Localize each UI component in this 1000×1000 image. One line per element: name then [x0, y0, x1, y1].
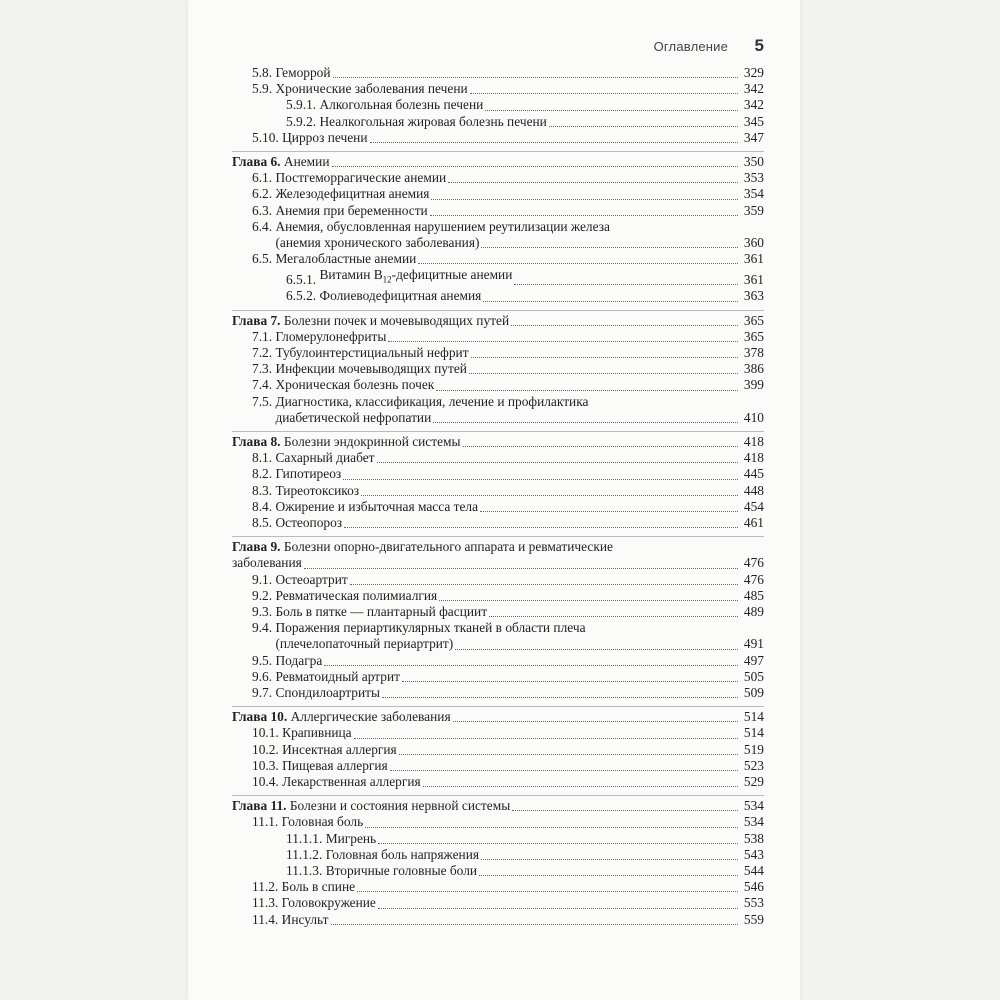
- toc-chapter-number: Глава 11.: [232, 798, 287, 814]
- toc-leader-dots: [333, 76, 738, 78]
- toc-entry: [232, 863, 764, 879]
- toc-leader-dots: [418, 262, 738, 264]
- toc-entry: [232, 620, 764, 652]
- toc-entry-title: Тиреотоксикоз: [275, 482, 360, 498]
- toc-entry-title: Поражения периартикулярных тканей в области плеча: [275, 620, 586, 636]
- toc-entry-title: Боль в пятке — плантарный фасциит: [275, 603, 488, 619]
- toc-entry-page: 553: [743, 895, 764, 911]
- toc-chapter-number: Глава 10.: [232, 709, 288, 725]
- toc-leader-dots: [549, 125, 738, 127]
- toc-leader-dots: [361, 494, 738, 496]
- toc-entry: [232, 130, 764, 146]
- toc-leader-dots: [377, 461, 738, 463]
- toc-entry-number: 6.5.: [252, 251, 273, 267]
- toc-entry-page: 360: [743, 235, 764, 251]
- toc-leader-dots: [479, 874, 738, 876]
- toc-entry-title: Крапивница: [282, 725, 352, 741]
- toc-entry-number: 7.5.: [252, 393, 273, 409]
- toc-chapter-number: Глава 8.: [232, 433, 281, 449]
- toc-entry-title: Инфекции мочевыводящих путей: [275, 361, 467, 377]
- toc-entry-title: [320, 267, 513, 288]
- toc-leader-dots: [399, 753, 738, 755]
- toc-leader-dots: [463, 445, 738, 447]
- toc-leader-dots: [512, 809, 738, 811]
- toc-entry-page: 519: [743, 741, 764, 757]
- toc-entry: [232, 653, 764, 669]
- toc-leader-dots: [511, 324, 738, 326]
- toc-entry-page: 418: [743, 433, 764, 449]
- toc-entry-title: Железодефицитная анемия: [275, 186, 430, 202]
- toc-entry-page: 386: [743, 361, 764, 377]
- toc-entry: [232, 814, 764, 830]
- toc-leader-dots: [469, 372, 738, 374]
- toc-entry-page: 454: [743, 498, 764, 514]
- toc-chapter-number: Глава 9.: [232, 539, 281, 555]
- toc-entry-page: 350: [743, 154, 764, 170]
- toc-entry-page: 476: [743, 571, 764, 587]
- toc-entry-page: 534: [743, 814, 764, 830]
- toc-entry: [232, 251, 764, 267]
- toc-entry: [232, 466, 764, 482]
- toc-chapter-heading: [232, 539, 764, 555]
- toc-entry-page: 361: [743, 272, 764, 288]
- toc-entry: [232, 879, 764, 895]
- toc-entry-number: 10.3.: [252, 757, 279, 773]
- toc-leader-dots: [431, 198, 738, 200]
- toc-chapter-title-continued: заболевания: [232, 555, 302, 571]
- toc-entry-page: 497: [743, 652, 764, 668]
- toc-entry-page: 461: [743, 514, 764, 530]
- toc-entry-title: Вторичные головные боли: [325, 863, 478, 879]
- toc-chapter: [232, 795, 764, 814]
- toc-entry-page: 523: [743, 757, 764, 773]
- toc-entry-title: Тубулоинтерстициальный нефрит: [275, 344, 469, 360]
- toc-entry: [232, 588, 764, 604]
- toc-entry-page: 491: [743, 636, 764, 652]
- toc-entry-page: 399: [743, 377, 764, 393]
- toc-leader-dots: [382, 696, 738, 698]
- toc-entry-title: Мегалобластные анемии: [275, 251, 417, 267]
- toc-leader-dots: [455, 648, 738, 650]
- toc-chapter-title: Болезни и состояния нервной системы: [289, 798, 511, 814]
- toc-entry: [232, 685, 764, 701]
- toc-entry: [232, 483, 764, 499]
- toc-leader-dots: [471, 356, 738, 358]
- toc-entry-title-part: -дефицитные анемии: [391, 267, 513, 283]
- toc-entry: [232, 499, 764, 515]
- toc-entry-title: Алкогольная болезнь печени: [319, 97, 484, 113]
- toc-entry-page: 489: [743, 603, 764, 619]
- toc-entry-number: 8.4.: [252, 498, 273, 514]
- toc-leader-dots: [470, 92, 738, 94]
- toc-entry: [232, 203, 764, 219]
- toc-entry-page: 559: [743, 911, 764, 927]
- toc-entry-number: 6.1.: [252, 170, 273, 186]
- toc-leader-dots: [480, 510, 738, 512]
- page-number: 5: [754, 36, 764, 55]
- toc-entry-number: 9.7.: [252, 684, 273, 700]
- toc-entry: [232, 831, 764, 847]
- toc-entry-title: Ожирение и избыточная масса тела: [275, 498, 479, 514]
- toc-chapter-title: Болезни почек и мочевыводящих путей: [283, 312, 510, 328]
- toc-entry: [232, 572, 764, 588]
- toc-leader-dots: [402, 680, 738, 682]
- toc-entry-number: 7.4.: [252, 377, 273, 393]
- book-page: [188, 0, 800, 1000]
- toc-leader-dots: [388, 340, 738, 342]
- toc-entry-title: Головокружение: [281, 895, 376, 911]
- toc-chapter: [232, 431, 764, 450]
- toc-entry-title: Головная боль напряжения: [325, 846, 480, 862]
- toc-entry-number: 9.1.: [252, 571, 273, 587]
- toc-entry: [232, 329, 764, 345]
- toc-entry-number: 6.4.: [252, 218, 273, 234]
- toc-entry: [232, 912, 764, 928]
- toc-entry-page: 485: [743, 587, 764, 603]
- toc-entry-title: Пищевая аллергия: [282, 757, 388, 773]
- toc-entry-number: 10.2.: [252, 741, 279, 757]
- toc-leader-dots: [350, 583, 738, 585]
- toc-chapter-title: Болезни эндокринной системы: [283, 433, 461, 449]
- toc-chapter-number: Глава 7.: [232, 312, 281, 328]
- toc-entry: [232, 114, 764, 130]
- running-header-title: Оглавление: [653, 39, 729, 54]
- toc-entry-number: 8.5.: [252, 514, 273, 530]
- toc-entry-page: 345: [743, 113, 764, 129]
- toc-entry-page: 529: [743, 774, 764, 789]
- toc-entry: [232, 847, 764, 863]
- toc-entry-number: 9.5.: [252, 652, 273, 668]
- toc-entry-number: 10.4.: [252, 774, 279, 789]
- toc-leader-dots: [514, 283, 738, 285]
- toc-entry-number: 8.1.: [252, 450, 273, 466]
- toc-leader-dots: [489, 615, 738, 617]
- toc-leader-dots: [483, 300, 738, 302]
- toc-entry: [232, 97, 764, 113]
- toc-entry-page: 347: [743, 129, 764, 145]
- toc-entry-title: Неалкогольная жировая болезнь печени: [319, 113, 547, 129]
- toc-entry-number: 7.2.: [252, 344, 273, 360]
- toc-entry: [232, 81, 764, 97]
- toc-entry-page: 418: [743, 450, 764, 466]
- toc-entry-page: 476: [743, 555, 764, 571]
- toc-chapter: [232, 151, 764, 170]
- toc-leader-dots: [485, 109, 738, 111]
- toc-entry-title: Хронические заболевания печени: [275, 81, 468, 97]
- toc-entry-page: 546: [743, 879, 764, 895]
- table-of-contents: [232, 65, 764, 928]
- toc-entry-page: 361: [743, 251, 764, 267]
- toc-entry-page: 359: [743, 202, 764, 218]
- toc-entry: [232, 361, 764, 377]
- toc-leader-dots: [390, 769, 738, 771]
- toc-entry-title: Гломерулонефриты: [275, 328, 387, 344]
- toc-leader-dots: [433, 421, 738, 423]
- toc-entry-title: Хроническая болезнь почек: [275, 377, 435, 393]
- toc-entry-title: Инсектная аллергия: [282, 741, 397, 757]
- toc-entry: [232, 267, 764, 288]
- toc-leader-dots: [331, 923, 739, 925]
- toc-leader-dots: [304, 567, 738, 569]
- toc-entry-title-subscript: 12: [382, 275, 392, 286]
- toc-entry-number: 6.5.1.: [286, 272, 317, 288]
- toc-leader-dots: [370, 141, 739, 143]
- toc-entry: [232, 186, 764, 202]
- toc-entry-number: 6.2.: [252, 186, 273, 202]
- toc-entry: [232, 377, 764, 393]
- toc-leader-dots: [378, 842, 738, 844]
- toc-entry-number: 11.1.3.: [286, 863, 323, 879]
- toc-entry-number: 9.3.: [252, 603, 273, 619]
- toc-entry-number: 5.9.1.: [286, 97, 317, 113]
- toc-entry-page: 538: [743, 830, 764, 846]
- toc-entry: [232, 895, 764, 911]
- toc-entry: [232, 669, 764, 685]
- toc-entry-title: Фолиеводефицитная анемия: [319, 288, 482, 304]
- toc-leader-dots: [343, 478, 738, 480]
- toc-entry-title: Остеоартрит: [275, 571, 348, 587]
- toc-leader-dots: [332, 165, 739, 167]
- toc-entry-title-continued: (плечелопаточный периартрит): [275, 636, 454, 652]
- toc-entry-number: 9.4.: [252, 620, 273, 636]
- toc-entry-number: 5.9.: [252, 81, 273, 97]
- toc-entry-page: 514: [743, 725, 764, 741]
- toc-entry-title: Геморрой: [275, 65, 331, 80]
- toc-entry-title-continued: диабетической нефропатии: [275, 409, 432, 425]
- toc-entry-page: 514: [743, 709, 764, 725]
- toc-entry-page: 448: [743, 482, 764, 498]
- toc-entry-number: 11.1.1.: [286, 830, 323, 846]
- toc-leader-dots: [430, 214, 738, 216]
- running-header: [654, 36, 764, 56]
- toc-entry: [232, 742, 764, 758]
- toc-entry-title: Гипотиреоз: [275, 466, 342, 482]
- toc-entry-title: Лекарственная аллергия: [282, 774, 421, 789]
- toc-leader-dots: [357, 890, 738, 892]
- toc-entry-title: Боль в спине: [281, 879, 356, 895]
- toc-entry: [232, 288, 764, 304]
- toc-chapter-title: Болезни опорно-двигательного аппарата и ревматические: [283, 539, 613, 555]
- toc-entry-title-continued: (анемия хронического заболевания): [275, 235, 480, 251]
- toc-entry: [232, 345, 764, 361]
- toc-entry-title: Цирроз печени: [282, 129, 368, 145]
- toc-entry-title: Диагностика, классификация, лечение и профилактика: [275, 393, 589, 409]
- toc-entry-number: 11.1.2.: [286, 846, 323, 862]
- toc-entry-number: 9.6.: [252, 668, 273, 684]
- toc-entry-number: 11.2.: [252, 879, 279, 895]
- toc-entry-number: 7.3.: [252, 361, 273, 377]
- toc-leader-dots: [436, 389, 738, 391]
- toc-leader-dots: [453, 720, 738, 722]
- toc-chapter: [232, 706, 764, 725]
- toc-entry-page: 353: [743, 170, 764, 186]
- toc-entry-page: 410: [743, 409, 764, 425]
- toc-entry-number: 11.4.: [252, 911, 279, 927]
- toc-entry-number: 5.8.: [252, 65, 273, 80]
- toc-entry-page: 378: [743, 344, 764, 360]
- toc-chapter-title: Аллергические заболевания: [290, 709, 451, 725]
- toc-entry-page: 329: [743, 65, 764, 80]
- toc-entry-title: Анемия, обусловленная нарушением реутилизации железа: [275, 218, 610, 234]
- toc-entry-number: 7.1.: [252, 328, 273, 344]
- toc-entry-number: 6.5.2.: [286, 288, 317, 304]
- toc-entry: [232, 758, 764, 774]
- toc-entry-title: Подагра: [275, 652, 323, 668]
- toc-entry-title: Мигрень: [325, 830, 377, 846]
- toc-entry: [232, 725, 764, 741]
- toc-leader-dots: [439, 599, 738, 601]
- toc-leader-dots: [423, 785, 738, 787]
- toc-entry-page: 445: [743, 466, 764, 482]
- toc-entry-title: Остеопороз: [275, 514, 343, 530]
- toc-entry-title: Анемия при беременности: [275, 202, 428, 218]
- toc-leader-dots: [324, 664, 738, 666]
- toc-chapter-title: Анемии: [283, 154, 330, 170]
- toc-entry-page: 544: [743, 863, 764, 879]
- toc-entry-number: 8.2.: [252, 466, 273, 482]
- toc-entry-page: 534: [743, 798, 764, 814]
- toc-entry: [232, 65, 764, 81]
- toc-leader-dots: [354, 737, 738, 739]
- toc-entry: [232, 394, 764, 426]
- toc-entry-number: 10.1.: [252, 725, 279, 741]
- toc-entry: [232, 515, 764, 531]
- toc-entry-title: Спондилоартриты: [275, 684, 380, 700]
- toc-entry-page: 342: [743, 97, 764, 113]
- toc-entry-page: 543: [743, 846, 764, 862]
- toc-entry-number: 8.3.: [252, 482, 273, 498]
- toc-entry: [232, 219, 764, 251]
- toc-entry-title: Головная боль: [281, 814, 364, 830]
- toc-entry-page: 354: [743, 186, 764, 202]
- toc-entry: [232, 774, 764, 790]
- toc-entry-number: 11.1.: [252, 814, 279, 830]
- toc-entry-title: Инсульт: [281, 911, 329, 927]
- toc-entry-page: 365: [743, 328, 764, 344]
- toc-entry-number: 11.3.: [252, 895, 279, 911]
- toc-leader-dots: [378, 907, 738, 909]
- toc-leader-dots: [481, 246, 738, 248]
- toc-leader-dots: [448, 181, 738, 183]
- toc-chapter: [232, 310, 764, 329]
- toc-entry-page: 365: [743, 312, 764, 328]
- toc-entry: [232, 604, 764, 620]
- toc-entry-number: 5.9.2.: [286, 113, 317, 129]
- toc-chapter-number: Глава 6.: [232, 154, 281, 170]
- toc-chapter: [232, 536, 764, 571]
- toc-leader-dots: [481, 858, 738, 860]
- toc-entry-number: 9.2.: [252, 587, 273, 603]
- toc-entry-title: Сахарный диабет: [275, 450, 375, 466]
- toc-entry: [232, 450, 764, 466]
- toc-entry: [232, 170, 764, 186]
- toc-entry-page: 342: [743, 81, 764, 97]
- toc-leader-dots: [365, 826, 738, 828]
- toc-entry-number: 5.10.: [252, 129, 279, 145]
- toc-entry-title: Ревматическая полимиалгия: [275, 587, 438, 603]
- toc-entry-title-part: Витамин B: [319, 267, 383, 283]
- toc-entry-number: 6.3.: [252, 202, 273, 218]
- toc-entry-page: 505: [743, 668, 764, 684]
- toc-entry-page: 509: [743, 684, 764, 700]
- toc-entry-title: Постгеморрагические анемии: [275, 170, 447, 186]
- toc-entry-title: Ревматоидный артрит: [275, 668, 400, 684]
- toc-leader-dots: [344, 526, 738, 528]
- toc-entry-page: 363: [743, 288, 764, 304]
